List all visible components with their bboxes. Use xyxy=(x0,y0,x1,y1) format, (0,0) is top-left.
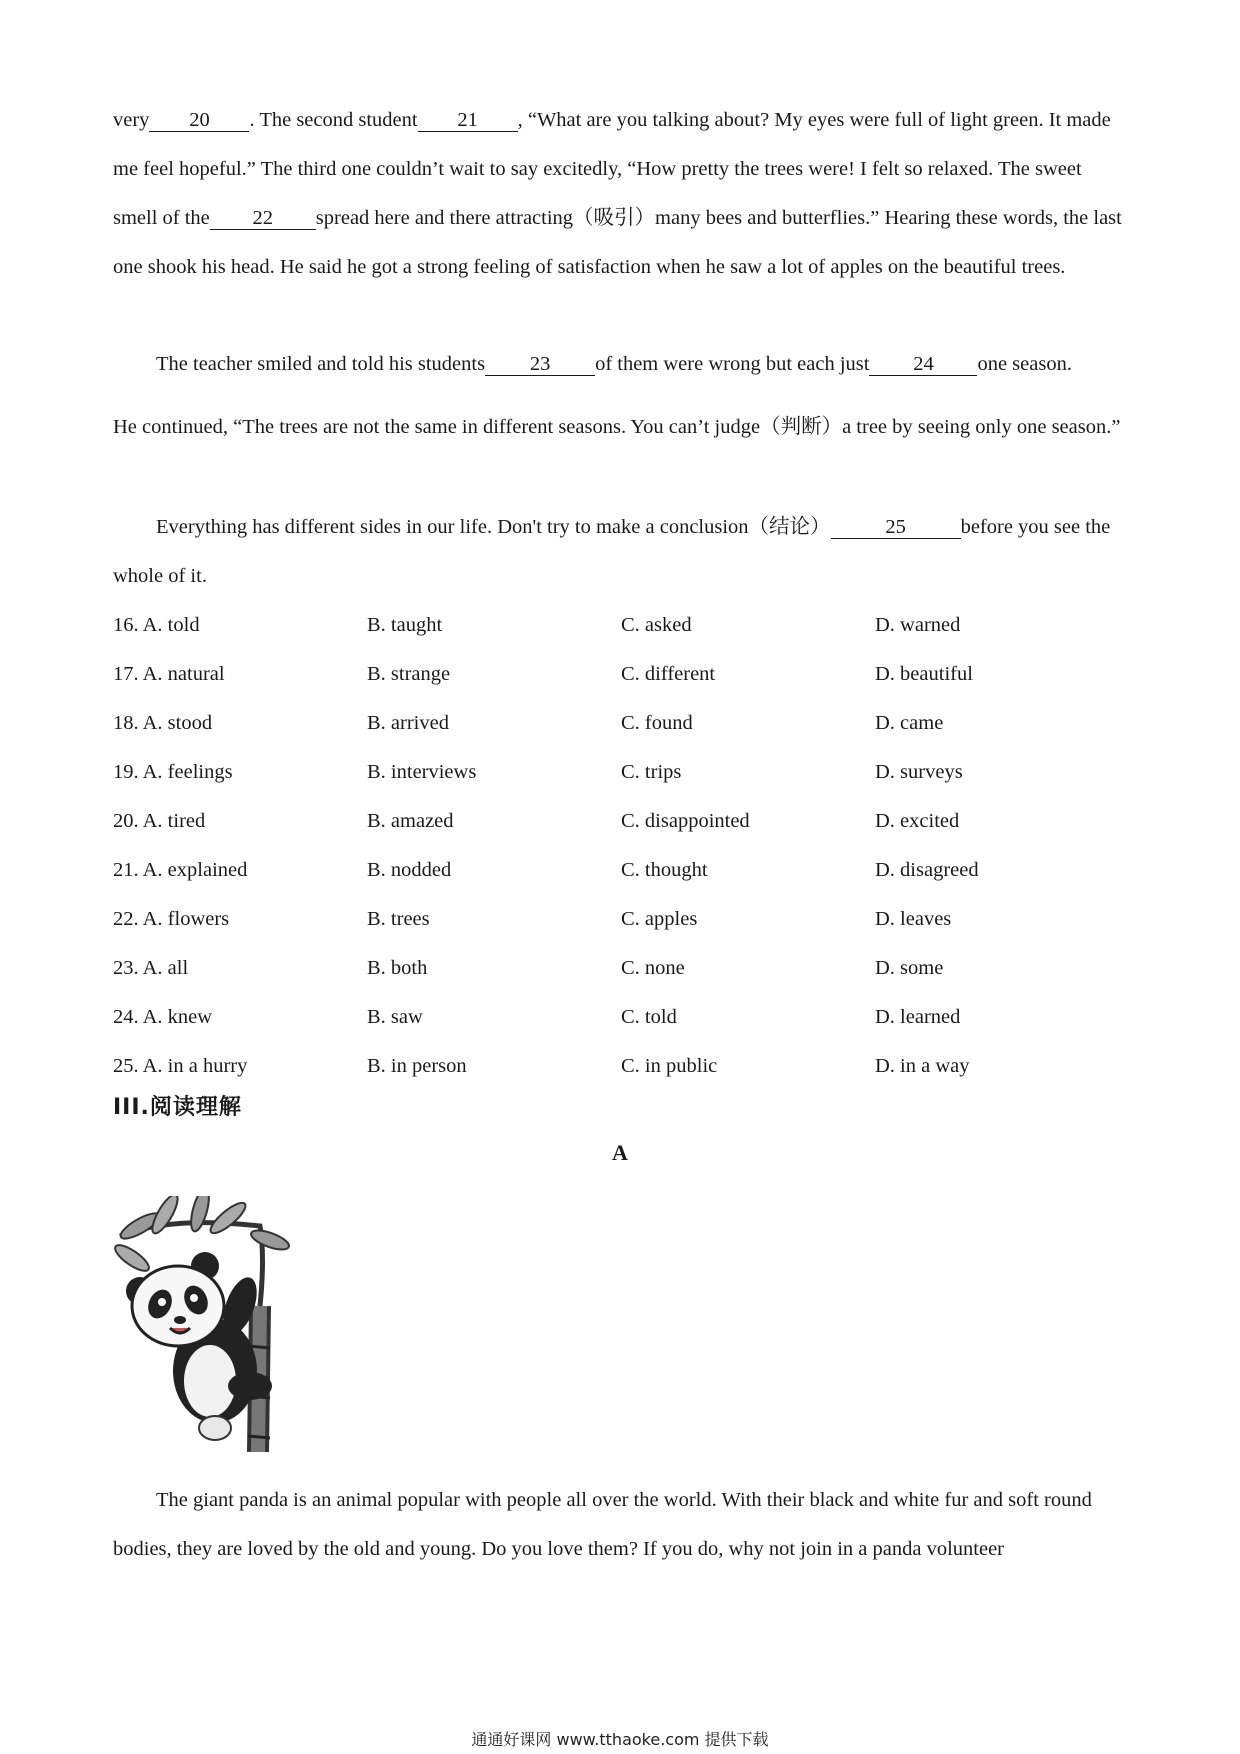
reading-paragraph-1: The giant panda is an animal popular with people all over the world. With their black and white fur and soft round bodies, they are loved by the old and young. Do you love them? If you do, why not join in a panda volunteer xyxy=(113,1489,1092,1560)
option-c: C. none xyxy=(621,957,685,979)
part-heading: A xyxy=(612,1140,628,1165)
option-a: 23. A. all xyxy=(113,957,189,979)
blank-22: 22 xyxy=(210,207,316,230)
option-row-24 xyxy=(113,993,1129,1042)
passage-paragraph-2-continued: He continued, “The trees are not the same in different seasons. You can’t judge（判断）a tree by seeing only one season.” xyxy=(113,416,1121,438)
option-d: D. learned xyxy=(875,1006,961,1028)
option-b: B. nodded xyxy=(367,859,452,881)
option-c: C. told xyxy=(621,1006,677,1028)
option-c: C. apples xyxy=(621,908,698,930)
text-run: one season. xyxy=(977,353,1072,375)
option-b: B. both xyxy=(367,957,428,979)
option-c: C. different xyxy=(621,663,716,685)
option-d: D. came xyxy=(875,712,944,734)
text-run: before you see the whole of it. xyxy=(113,516,1111,587)
blank-24: 24 xyxy=(869,353,977,376)
text-run: of them were wrong but each just xyxy=(595,353,870,375)
option-a: 22. A. flowers xyxy=(113,908,230,930)
option-a: 25. A. in a hurry xyxy=(113,1055,248,1077)
passage-paragraph-2 xyxy=(113,340,1129,389)
option-b: B. interviews xyxy=(367,761,477,783)
option-row-19 xyxy=(113,748,1129,797)
option-d: D. some xyxy=(875,957,944,979)
footer-watermark: 通通好课网 www.tthaoke.com 提供下载 xyxy=(471,1730,769,1749)
option-row-21 xyxy=(113,846,1129,895)
option-a: 24. A. knew xyxy=(113,1006,213,1028)
panda-illustration xyxy=(110,1196,290,1452)
option-b: B. saw xyxy=(367,1006,423,1028)
blank-20: 20 xyxy=(149,109,249,132)
option-c: C. thought xyxy=(621,859,708,881)
option-d: D. beautiful xyxy=(875,663,973,685)
option-b: B. amazed xyxy=(367,810,454,832)
option-c: C. found xyxy=(621,712,693,734)
passage-paragraph-1 xyxy=(113,96,1129,292)
option-d: D. disagreed xyxy=(875,859,979,881)
option-c: C. trips xyxy=(621,761,682,783)
blank-23: 23 xyxy=(485,353,595,376)
text-run: spread here and there attracting（吸引）many bees and butterflies.” Hearing these words, the last one shook his head. He said he got a strong feeling of satisfaction when he saw a lot of apples on the beautiful trees. xyxy=(113,207,1122,278)
option-b: B. arrived xyxy=(367,712,449,734)
option-row-20 xyxy=(113,797,1129,846)
section-title: III.阅读理解 xyxy=(113,1095,242,1120)
option-b: B. in person xyxy=(367,1055,467,1077)
option-c: C. in public xyxy=(621,1055,718,1077)
option-row-16 xyxy=(113,601,1129,650)
option-a: 17. A. natural xyxy=(113,663,225,685)
passage-paragraph-3 xyxy=(113,503,1129,601)
option-b: B. taught xyxy=(367,614,443,636)
option-c: C. asked xyxy=(621,614,692,636)
option-a: 21. A. explained xyxy=(113,859,248,881)
option-row-22 xyxy=(113,895,1129,944)
option-d: D. surveys xyxy=(875,761,963,783)
option-a: 20. A. tired xyxy=(113,810,206,832)
blank-21: 21 xyxy=(418,109,518,132)
option-d: D. leaves xyxy=(875,908,952,930)
option-d: D. excited xyxy=(875,810,960,832)
blank-25: 25 xyxy=(831,516,961,539)
option-d: D. in a way xyxy=(875,1055,970,1077)
answer-options xyxy=(113,601,1129,1091)
text-run: , “What are you talking about? My eyes were full of light green. It made me feel hopeful.” The third one couldn’t wait to say excitedly, “How pretty the trees were! I felt so relaxed. The sweet smell of the xyxy=(113,109,1111,229)
text-run: The teacher smiled and told his students xyxy=(156,353,486,375)
option-d: D. warned xyxy=(875,614,961,636)
option-row-25 xyxy=(113,1042,1129,1091)
option-a: 19. A. feelings xyxy=(113,761,233,783)
text-run: very xyxy=(113,109,150,131)
option-a: 18. A. stood xyxy=(113,712,213,734)
option-row-17 xyxy=(113,650,1129,699)
option-a: 16. A. told xyxy=(113,614,200,636)
option-row-18 xyxy=(113,699,1129,748)
option-row-23 xyxy=(113,944,1129,993)
option-b: B. trees xyxy=(367,908,430,930)
option-c: C. disappointed xyxy=(621,810,750,832)
text-run: . The second student xyxy=(249,109,418,131)
option-b: B. strange xyxy=(367,663,451,685)
text-run: Everything has different sides in our life. Don't try to make a conclusion（结论） xyxy=(156,516,831,538)
